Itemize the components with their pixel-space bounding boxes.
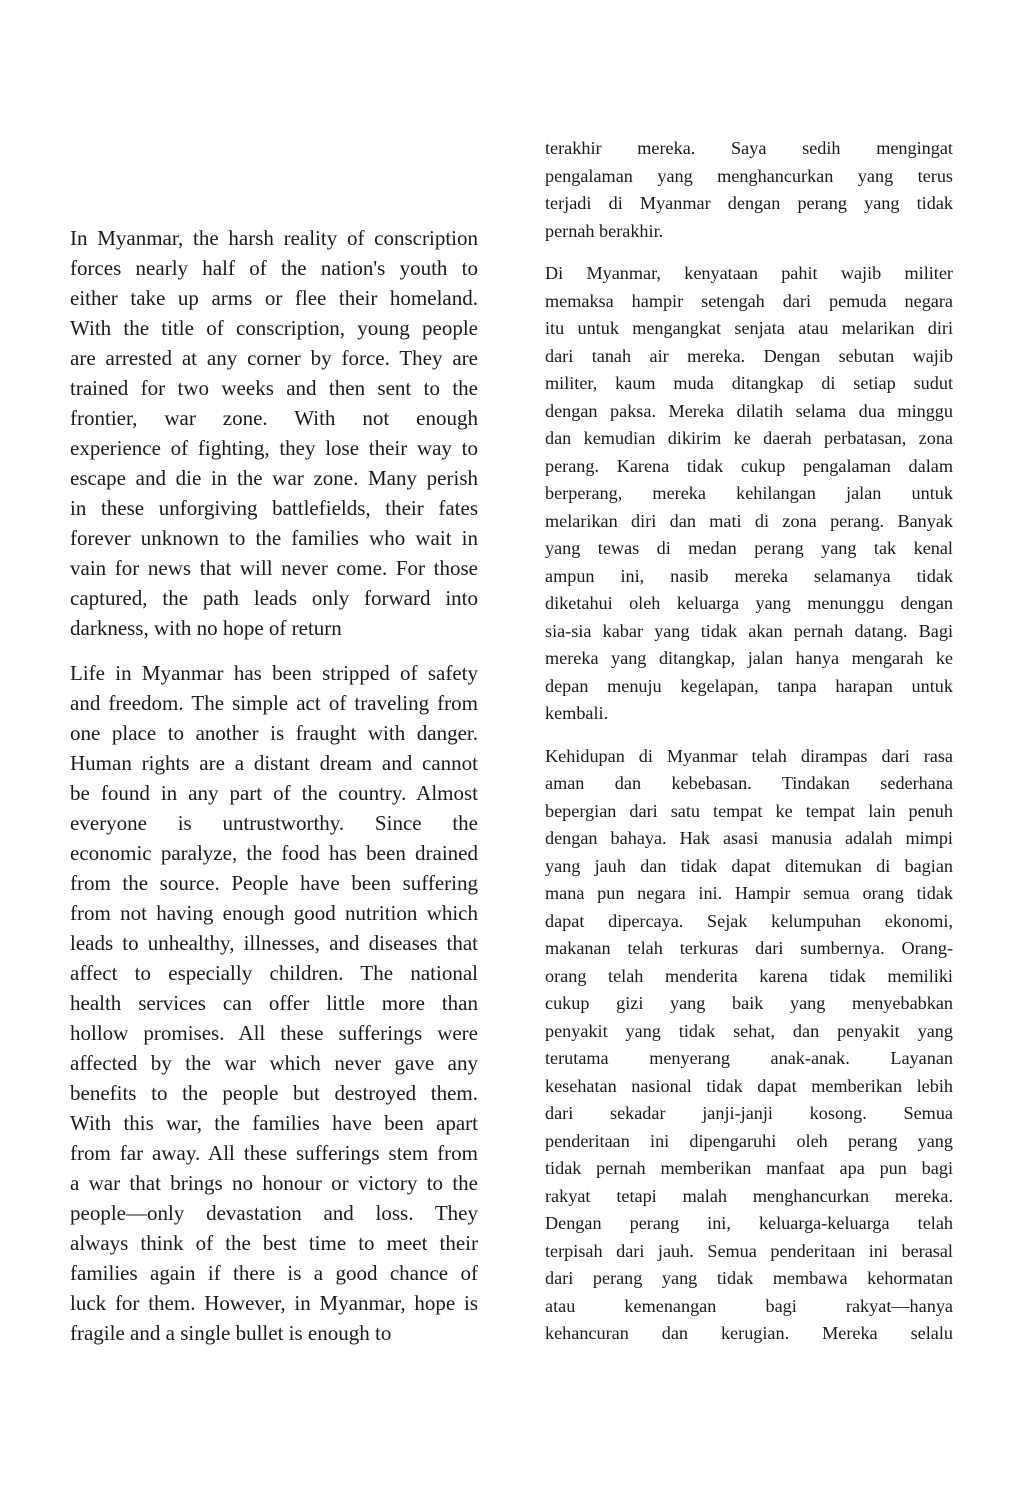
text-line: penyakit yang tidak sehat, dan penyakit yang bbox=[545, 1020, 953, 1041]
text-line: affect to especially children. The national bbox=[70, 961, 478, 985]
text-line: With the title of conscription, young people bbox=[70, 316, 478, 340]
text-line: from the source. People have been suffering bbox=[70, 871, 478, 895]
text-line: economic paralyze, the food has been drained bbox=[70, 841, 478, 865]
text-line: tidak pernah memberikan manfaat apa pun bagi bbox=[545, 1158, 953, 1178]
text-line: dari tanah air mereka. Dengan sebutan wajib bbox=[545, 345, 953, 366]
text-line: orang telah menderita karena tidak memiliki bbox=[545, 965, 953, 986]
text-line: perang. Karena tidak cukup pengalaman dalam bbox=[545, 455, 953, 476]
text-line: be found in any part of the country. Almost bbox=[70, 781, 478, 805]
text-line: are arrested at any corner by force. They are bbox=[70, 346, 478, 370]
text-line: terakhir mereka. Saya sedih mengingat bbox=[545, 138, 953, 158]
text-line: pernah berakhir. bbox=[545, 220, 664, 241]
text-line: yang jauh dan tidak dapat ditemukan di bagian bbox=[545, 855, 953, 876]
text-line: atau kemenangan bagi rakyat—hanya bbox=[545, 1295, 953, 1316]
text-line: either take up arms or flee their homeland. bbox=[70, 286, 478, 310]
text-line: sia-sia kabar yang tidak akan pernah datang. Bagi bbox=[545, 620, 953, 641]
left-column-english-text bbox=[70, 223, 478, 1348]
paragraph bbox=[545, 260, 953, 728]
text-line: a war that brings no honour or victory to the bbox=[70, 1171, 478, 1195]
text-line: Kehidupan di Myanmar telah dirampas dari rasa bbox=[545, 745, 953, 766]
text-line: bepergian dari satu tempat ke tempat lain penuh bbox=[545, 800, 953, 821]
text-line: families again if there is a good chance of bbox=[70, 1261, 478, 1285]
text-line: rakyat tetapi malah menghancurkan mereka. bbox=[545, 1185, 953, 1206]
text-line: berperang, mereka kehilangan jalan untuk bbox=[545, 483, 953, 503]
text-line: experience of fighting, they lose their way to bbox=[70, 436, 478, 460]
text-line: dengan bahaya. Hak asasi manusia adalah mimpi bbox=[545, 828, 953, 848]
text-line: leads to unhealthy, illnesses, and diseases that bbox=[70, 931, 478, 955]
text-line: Life in Myanmar has been stripped of safety bbox=[70, 661, 478, 685]
text-line: mana pun negara ini. Hampir semua orang tidak bbox=[545, 883, 953, 903]
text-line: benefits to the people but destroyed them. bbox=[70, 1081, 478, 1105]
text-line: Human rights are a distant dream and cannot bbox=[70, 751, 478, 775]
text-line: In Myanmar, the harsh reality of conscription bbox=[70, 226, 478, 250]
text-line: cukup gizi yang baik yang menyebabkan bbox=[545, 993, 953, 1013]
text-line: pengalaman yang menghancurkan yang terus bbox=[545, 165, 953, 186]
text-line: forever unknown to the families who wait in bbox=[70, 526, 478, 550]
text-line: penderitaan ini dipengaruhi oleh perang yang bbox=[545, 1130, 953, 1151]
text-line: escape and die in the war zone. Many perish bbox=[70, 466, 478, 490]
text-line: dari perang yang tidak membawa kehormatan bbox=[545, 1268, 953, 1288]
text-line: terutama menyerang anak-anak. Layanan bbox=[545, 1048, 953, 1068]
text-line: luck for them. However, in Myanmar, hope is bbox=[70, 1291, 478, 1315]
text-line: dari sekadar janji-janji kosong. Semua bbox=[545, 1103, 953, 1123]
text-line: people—only devastation and loss. They bbox=[70, 1201, 478, 1225]
text-line: dan kemudian dikirim ke daerah perbatasan, zona bbox=[545, 428, 953, 448]
paragraph bbox=[545, 743, 953, 1348]
paragraph bbox=[545, 135, 953, 245]
text-line: melarikan diri dan mati di zona perang. Banyak bbox=[545, 510, 953, 531]
text-line: ampun ini, nasib mereka selamanya tidak bbox=[545, 565, 953, 586]
paragraph bbox=[70, 223, 478, 643]
text-line: affected by the war which never gave any bbox=[70, 1051, 478, 1075]
text-line: makanan telah terkuras dari sumbernya. Orang- bbox=[545, 938, 953, 958]
text-line: dengan paksa. Mereka dilatih selama dua minggu bbox=[545, 400, 953, 421]
text-line: always think of the best time to meet their bbox=[70, 1231, 478, 1255]
text-line: fragile and a single bullet is enough to bbox=[70, 1321, 392, 1345]
text-line: depan menuju kegelapan, tanpa harapan untuk bbox=[545, 675, 953, 696]
text-line: mereka yang ditangkap, jalan hanya mengarah ke bbox=[545, 648, 953, 668]
text-line: and freedom. The simple act of traveling from bbox=[70, 691, 478, 715]
text-line: yang tewas di medan perang yang tak kenal bbox=[545, 538, 953, 558]
paragraph bbox=[70, 658, 478, 1348]
text-line: darkness, with no hope of return bbox=[70, 616, 342, 640]
text-line: forces nearly half of the nation's youth to bbox=[70, 256, 478, 280]
text-line: kehancuran dan kerugian. Mereka selalu bbox=[545, 1323, 953, 1343]
text-line: terpisah dari jauh. Semua penderitaan ini berasal bbox=[545, 1240, 953, 1261]
right-column-indonesian-text bbox=[545, 135, 953, 1348]
text-line: diketahui oleh keluarga yang menunggu dengan bbox=[545, 593, 953, 613]
text-line: Dengan perang ini, keluarga-keluarga telah bbox=[545, 1213, 953, 1233]
text-line: health services can offer little more than bbox=[70, 991, 478, 1015]
text-line: With this war, the families have been apart bbox=[70, 1111, 478, 1135]
text-line: hollow promises. All these sufferings were bbox=[70, 1021, 478, 1045]
text-line: militer, kaum muda ditangkap di setiap sudut bbox=[545, 373, 953, 393]
text-line: dapat dipercaya. Sejak kelumpuhan ekonomi, bbox=[545, 910, 953, 931]
text-line: itu untuk mengangkat senjata atau melarikan diri bbox=[545, 318, 953, 338]
text-line: kesehatan nasional tidak dapat memberikan lebih bbox=[545, 1075, 953, 1096]
text-line: from far away. All these sufferings stem from bbox=[70, 1141, 478, 1165]
text-line: Di Myanmar, kenyataan pahit wajib militer bbox=[545, 263, 953, 283]
text-line: from not having enough good nutrition which bbox=[70, 901, 478, 925]
text-line: terjadi di Myanmar dengan perang yang tidak bbox=[545, 193, 953, 213]
text-line: trained for two weeks and then sent to the bbox=[70, 376, 478, 400]
text-line: kembali. bbox=[545, 703, 609, 723]
text-line: in these unforgiving battlefields, their fates bbox=[70, 496, 478, 520]
text-line: memaksa hampir setengah dari pemuda negara bbox=[545, 290, 953, 311]
text-line: one place to another is fraught with danger. bbox=[70, 721, 478, 745]
text-line: everyone is untrustworthy. Since the bbox=[70, 811, 478, 835]
text-line: captured, the path leads only forward into bbox=[70, 586, 478, 610]
text-line: aman dan kebebasan. Tindakan sederhana bbox=[545, 773, 953, 793]
text-line: frontier, war zone. With not enough bbox=[70, 406, 478, 430]
text-line: vain for news that will never come. For those bbox=[70, 556, 478, 580]
